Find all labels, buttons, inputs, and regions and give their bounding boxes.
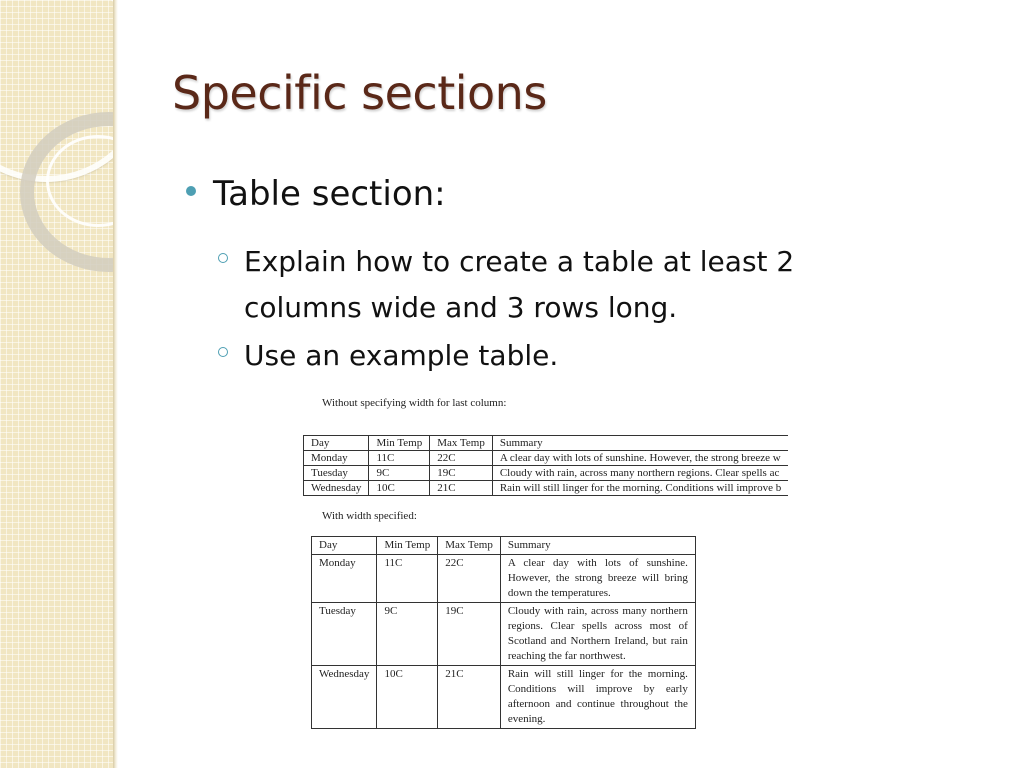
sub-bullet-circle-icon: [218, 253, 228, 263]
table-row: [312, 555, 696, 603]
table-cell: 9C: [377, 603, 438, 666]
table-cell: Tuesday: [304, 466, 369, 481]
table-header-row: [304, 436, 789, 451]
table-row: [304, 481, 789, 496]
table-cell: Tuesday: [312, 603, 377, 666]
table-cell: 19C: [430, 466, 493, 481]
example-table-fixed-width: [311, 536, 696, 729]
bullet-dot-icon: [186, 186, 196, 196]
table-cell: Monday: [304, 451, 369, 466]
table-header-cell: Max Temp: [430, 436, 493, 451]
table-cell: Rain will still linger for the morning. Conditions will improve b: [492, 481, 788, 496]
example-table-unbounded-wrapper: [303, 435, 888, 496]
table-caption: With width specified:: [322, 510, 417, 522]
table-header-cell: Day: [312, 537, 377, 555]
sub-bullet-item: [218, 339, 558, 372]
table-cell: 22C: [430, 451, 493, 466]
table-cell: 10C: [377, 666, 438, 729]
table-cell: Rain will still linger for the morning. Conditions will improve by early afternoon and continue throughout the evening.: [500, 666, 695, 729]
table-cell: A clear day with lots of sunshine. However, the strong breeze will bring down the temperatures.: [500, 555, 695, 603]
table-row: [312, 603, 696, 666]
table-cell: Cloudy with rain, across many northern regions. Clear spells across most of Scotland and Northern Ireland, but rain reaching the far northwest.: [500, 603, 695, 666]
table-cell: 9C: [369, 466, 430, 481]
table-header-cell: Summary: [492, 436, 788, 451]
table-row: [312, 666, 696, 729]
decorative-strip-edge: [113, 0, 118, 768]
table-cell: 22C: [438, 555, 501, 603]
table-row: [304, 451, 789, 466]
table-row: [304, 466, 789, 481]
sub-bullet-text: Explain how to create a table at least 2 columns wide and 3 rows long.: [244, 245, 795, 324]
table-cell: 21C: [438, 666, 501, 729]
table-cell: 11C: [377, 555, 438, 603]
table-header-row: [312, 537, 696, 555]
table-cell: Monday: [312, 555, 377, 603]
table-cell: Wednesday: [304, 481, 369, 496]
bullet-item: [186, 174, 446, 214]
table-cell: 10C: [369, 481, 430, 496]
table-caption: Without specifying width for last column:: [322, 397, 507, 409]
sub-bullet-text: Use an example table.: [244, 339, 559, 372]
table-header-cell: Max Temp: [438, 537, 501, 555]
table-cell: 11C: [369, 451, 430, 466]
table-cell: Cloudy with rain, across many northern regions. Clear spells ac: [492, 466, 788, 481]
table-cell: 21C: [430, 481, 493, 496]
bullet-text: Table section:: [213, 174, 446, 214]
sub-bullet-item: [218, 239, 878, 331]
table-cell: 19C: [438, 603, 501, 666]
table-header-cell: Min Temp: [377, 537, 438, 555]
table-cell: Wednesday: [312, 666, 377, 729]
slide-title: Specific sections: [172, 66, 547, 120]
table-header-cell: Summary: [500, 537, 695, 555]
table-cell: A clear day with lots of sunshine. However, the strong breeze w: [492, 451, 788, 466]
example-table-unbounded: [303, 435, 788, 496]
table-header-cell: Min Temp: [369, 436, 430, 451]
decorative-side-strip: [0, 0, 113, 768]
table-header-cell: Day: [304, 436, 369, 451]
sub-bullet-circle-icon: [218, 347, 228, 357]
